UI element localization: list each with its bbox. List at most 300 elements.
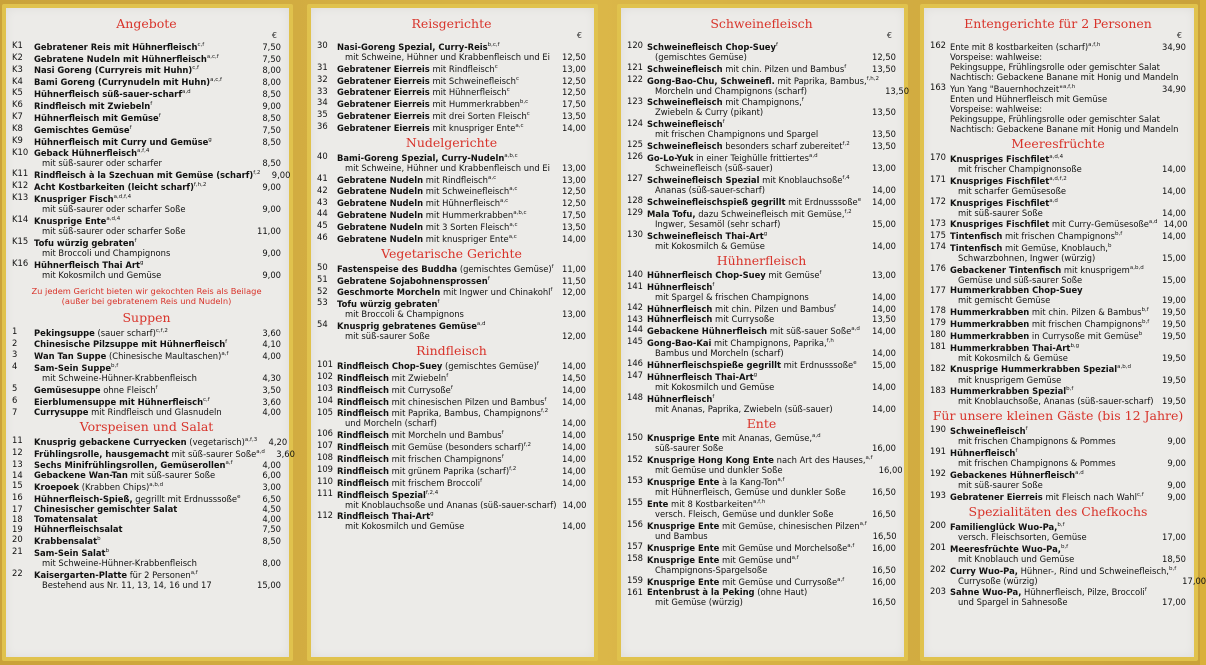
item-text <box>950 564 1176 586</box>
item-name: Hühnerfleisch <box>647 314 713 325</box>
item-name: Rindfleisch <box>337 442 389 453</box>
item-text <box>337 286 556 298</box>
item-number: 201 <box>930 541 946 552</box>
item-price: 12,00 <box>562 331 586 342</box>
allergen-note: b,f <box>1066 386 1074 393</box>
item-description: mit Morcheln und Bambus <box>388 430 502 441</box>
item-name: Rindfleisch mit Zwiebeln <box>34 101 151 112</box>
item-number: K3 <box>12 63 23 74</box>
item-text <box>337 109 556 121</box>
item-price: 16,50 <box>872 487 896 498</box>
item-description: Ente mit 8 kostbarkeiten (scharf) <box>950 41 1089 52</box>
item-price: 9,00 <box>262 269 281 280</box>
item-description: mit Currysoße <box>388 384 451 395</box>
item-price: 12,50 <box>562 198 586 209</box>
item-line <box>950 265 1144 275</box>
menu-item <box>12 40 281 52</box>
item-line <box>950 176 1067 186</box>
menu-item <box>317 395 586 407</box>
allergen-note: b,f <box>1141 319 1150 326</box>
item-name: Tomatensalat <box>34 514 98 525</box>
item-price: 17,50 <box>562 99 586 110</box>
item-line <box>647 175 850 185</box>
item-price: 14,00 <box>1162 207 1186 218</box>
menu-item <box>930 563 1206 586</box>
allergen-note: a,f <box>837 576 845 583</box>
item-price: 16,50 <box>872 564 896 575</box>
menu-item <box>930 62 1186 72</box>
item-name: Acht Kostbarkeiten (leicht scharf) <box>34 182 194 193</box>
item-number: 144 <box>627 324 643 335</box>
item-description: mit Gemüse und Currysoße <box>719 576 838 587</box>
item-line <box>34 42 204 52</box>
menu-item <box>930 586 1186 608</box>
item-number: 40 <box>317 150 328 161</box>
menu-item <box>12 524 281 534</box>
item-subline: mit scharfer Gemüsesoße <box>958 185 1067 196</box>
allergen-note: f,h <box>826 338 834 345</box>
item-name: Wan Tan Suppe <box>34 351 107 362</box>
item-text <box>647 229 866 251</box>
allergen-note: a,c <box>487 174 497 181</box>
item-description: mit süß-sauer Soße <box>767 326 852 337</box>
item-price: 14,00 <box>1162 231 1186 242</box>
item-name: Schweinefleisch Chop-Suey <box>647 41 776 52</box>
item-name: Knusprig gebratenes Gemüse <box>337 321 477 332</box>
allergen-note: f <box>819 270 822 277</box>
item-text <box>337 232 556 244</box>
item-number: 161 <box>627 586 643 597</box>
item-number: 158 <box>627 552 643 563</box>
item-text <box>34 192 251 214</box>
allergen-note: f,4 <box>842 175 850 182</box>
menu-item <box>12 76 281 88</box>
item-price: 14,00 <box>872 403 896 414</box>
item-text <box>34 395 251 407</box>
allergen-note: f,h,2 <box>193 182 207 189</box>
menu-item <box>930 114 1186 124</box>
item-subline: mit Gemüse (würzig) <box>655 596 743 607</box>
item-price: 14,00 <box>562 453 586 464</box>
item-text <box>647 269 866 281</box>
item-number: 34 <box>317 97 328 108</box>
menu-item <box>12 135 281 147</box>
item-price: 11,00 <box>562 263 586 274</box>
item-text <box>34 52 251 64</box>
item-name: Hummerkrabben <box>950 318 1030 329</box>
item-name: Go-Lo-Yuk <box>647 153 694 164</box>
item-subline: Ananas (süß-sauer-scharf) <box>655 184 765 195</box>
item-text <box>950 341 1156 363</box>
menu-item <box>627 519 896 541</box>
item-name: Hühnerfleisch-Spieß, <box>34 494 133 505</box>
item-description: mit Gemüse und <box>719 554 792 565</box>
menu-item <box>627 151 896 173</box>
item-price: 3,50 <box>262 384 281 395</box>
item-price: 13,50 <box>562 222 586 233</box>
item-subline: mit süß-saurer Soße <box>345 331 430 342</box>
menu-item <box>12 123 281 135</box>
allergen-note: f <box>487 275 490 282</box>
item-line <box>950 285 1083 295</box>
item-price: 13,00 <box>562 162 586 173</box>
item-description: mit Gemüse, chinesischen Pilzen <box>719 521 860 531</box>
item-name: Knusprige Hong Kong Ente <box>647 455 774 466</box>
item-description: mit Paprika, Bambus, Champignons <box>388 408 541 419</box>
item-price: 15,00 <box>1162 253 1186 264</box>
item-text <box>950 317 1156 329</box>
item-description: (gemischtes Gemüse) <box>457 263 552 274</box>
menu-item <box>12 383 281 395</box>
item-number: K6 <box>12 99 23 110</box>
item-line <box>647 231 767 241</box>
item-number: 177 <box>930 285 946 296</box>
item-description: nach Art des Hauses, <box>773 455 866 466</box>
item-name: Hühnerfleisch Thai-Art <box>647 371 754 382</box>
item-line <box>950 198 1058 208</box>
menu-item <box>317 488 586 510</box>
item-line <box>337 361 539 371</box>
item-line <box>647 314 774 324</box>
item-subline: mit Schweine, Hühner und Krabbenfleisch und Ei <box>345 162 550 173</box>
item-subline: Gemüse und süß-saurer Soße <box>958 275 1083 286</box>
item-name: Eierblumensuppe mit Hühnerfleisch <box>34 396 204 407</box>
item-price: 14,00 <box>872 381 896 392</box>
item-subline: mit frischer Champignonsoße <box>958 163 1082 174</box>
menu-item <box>317 319 586 341</box>
allergen-note: a,c,f <box>210 77 222 84</box>
allergen-note: g <box>753 371 758 378</box>
item-number: 1 <box>12 325 18 336</box>
menu-item <box>627 575 896 587</box>
item-name: Hühnerfleisch <box>647 304 713 315</box>
item-line <box>34 351 228 361</box>
item-line <box>647 433 821 443</box>
item-price: 12,50 <box>872 51 896 62</box>
item-description: mit Champignons, <box>722 97 802 108</box>
item-subline: mit Gemüse und dunkler Soße <box>655 465 783 476</box>
item-name: Gebratene Nudeln <box>337 198 424 209</box>
menu-item <box>12 214 281 236</box>
item-name: Gebratener Eierreis <box>337 122 430 133</box>
allergen-note: f <box>225 339 228 346</box>
menu-item <box>12 434 288 447</box>
item-name: Rindfleisch Thai-Art <box>337 511 431 522</box>
item-price: 14,00 <box>562 361 586 372</box>
allergen-note: a,d,f,4 <box>113 194 132 201</box>
item-line <box>950 522 1065 532</box>
item-price: 14,00 <box>872 240 896 251</box>
section-title: Suppen <box>122 309 171 325</box>
item-text <box>34 258 251 280</box>
item-number: 155 <box>627 497 643 508</box>
item-text <box>34 135 251 147</box>
item-price: 14,00 <box>872 184 896 195</box>
item-line <box>34 328 168 338</box>
item-price: 15,00 <box>1162 275 1186 286</box>
item-name: Gong-Bao-Chu, Schweinefl. <box>647 75 775 86</box>
item-text <box>34 383 251 395</box>
item-price: 14,00 <box>872 326 896 337</box>
item-text <box>950 241 1156 263</box>
item-line <box>950 587 1147 597</box>
item-name: Knusprige Ente <box>647 477 720 488</box>
item-price: 14,00 <box>562 521 586 532</box>
item-name: Nasi-Goreng Spezial, Curry-Reis <box>337 41 488 52</box>
allergen-note: a,f <box>225 460 233 467</box>
item-name: Gebratener Eierreis <box>337 87 430 98</box>
menu-item <box>317 464 586 476</box>
menu-item <box>317 197 586 209</box>
allergen-note: f <box>544 396 547 403</box>
menu-item <box>627 314 896 324</box>
item-subline: versch. Fleischsorten, Gemüse <box>958 531 1087 542</box>
allergen-note: f <box>134 237 137 244</box>
item-number: 140 <box>627 268 643 279</box>
menu-item <box>317 428 586 440</box>
item-subline: mit süß-saurer Soße <box>958 207 1043 218</box>
menu-item <box>930 94 1186 104</box>
menu-item <box>12 236 281 258</box>
item-number: 171 <box>930 173 946 184</box>
item-price: 9,00 <box>1167 436 1186 447</box>
item-number: 18 <box>12 514 23 525</box>
item-text <box>950 305 1156 317</box>
item-number: 112 <box>317 509 333 520</box>
item-text <box>34 514 251 524</box>
item-text <box>34 459 251 471</box>
item-text <box>337 428 556 440</box>
allergen-note: b,f <box>1115 231 1123 238</box>
item-subline: Ingwer, Sesamöl (sehr scharf) <box>655 218 781 229</box>
item-price: 19,50 <box>1162 318 1186 329</box>
item-description: mit chin. Pilzen und Bambus <box>722 63 845 74</box>
item-price: 14,00 <box>1163 219 1188 230</box>
item-text <box>647 575 866 587</box>
item-number: 193 <box>930 490 946 501</box>
item-line <box>337 42 500 52</box>
item-name: Ente <box>647 499 669 510</box>
item-text <box>950 490 1156 502</box>
item-name: Nasi Goreng (Curryreis mit Huhn) <box>34 65 193 76</box>
item-subline: und Morcheln (scharf) <box>345 418 437 429</box>
menu-item <box>317 121 586 133</box>
item-price: 14,00 <box>562 384 586 395</box>
item-subline: mit süß-saurer oder scharfer Soße <box>42 225 186 236</box>
item-price: 14,00 <box>562 477 586 488</box>
item-number: 3 <box>12 349 18 360</box>
menu-item <box>627 432 896 454</box>
allergen-note: a,f <box>847 543 855 550</box>
item-number: 142 <box>627 302 643 313</box>
item-description: mit knusprigem <box>1061 265 1130 276</box>
item-line <box>950 72 1178 82</box>
item-line <box>950 154 1063 164</box>
section-title: Entengerichte für 2 Personen <box>964 16 1152 31</box>
item-subline: mit frischen Champignons und Spargel <box>655 129 819 140</box>
item-line <box>950 426 1028 436</box>
item-line <box>337 454 504 464</box>
menu-item <box>317 86 586 98</box>
item-description: mit Rindfleisch <box>429 63 495 74</box>
item-line <box>647 97 804 107</box>
item-text <box>337 185 556 197</box>
item-line <box>337 430 504 440</box>
allergen-note: b,c,f <box>487 42 500 48</box>
allergen-note: a,f <box>190 570 198 577</box>
allergen-note: a,b,d <box>1117 364 1131 371</box>
item-line <box>647 76 879 86</box>
item-subline: versch. Fleisch, Gemüse und dunkler Soße <box>655 509 834 520</box>
item-name: Rindfleisch <box>337 465 389 476</box>
item-number: 145 <box>627 336 643 347</box>
item-name: Hummerkrabben Spezial <box>950 386 1067 397</box>
item-text <box>34 524 251 534</box>
item-subline: mit süß-saurer oder scharfer <box>42 158 162 169</box>
item-description: mit Zwiebeln <box>388 372 447 383</box>
menu-item <box>930 40 1186 52</box>
item-description: mit knuspriger Ente <box>423 233 509 244</box>
item-name: Schweinefleisch <box>647 97 723 108</box>
allergen-note: f <box>1015 448 1018 455</box>
item-number: 157 <box>627 541 643 552</box>
item-line <box>337 76 519 86</box>
item-number: 102 <box>317 371 333 382</box>
allergen-note: c,f <box>1136 492 1144 499</box>
item-name: Gong-Bao-Kai <box>647 337 712 348</box>
item-text <box>950 94 1156 104</box>
item-name: Geschmorte Morcheln <box>337 287 441 298</box>
currency-label: € <box>576 31 582 40</box>
item-line <box>337 511 434 521</box>
allergen-note: a,b,d <box>149 482 164 489</box>
item-subline: und Spargel in Sahnesoße <box>958 597 1068 608</box>
allergen-note: a,d <box>256 448 265 455</box>
item-description: dazu Schweinefleisch mit Gemüse, <box>695 208 845 219</box>
item-description: mit Gemüse <box>765 270 820 281</box>
item-line <box>337 222 518 232</box>
allergen-note: g <box>208 136 212 143</box>
item-text <box>950 424 1156 446</box>
item-description: mit Champignons, Paprika, <box>711 337 827 348</box>
item-text <box>647 553 866 575</box>
menu-item <box>12 446 295 459</box>
item-name: Gebratene Nudeln <box>337 186 424 197</box>
item-description: (ohne Haut) <box>754 586 808 597</box>
item-text <box>647 587 866 607</box>
item-name: Rindfleisch Spezial <box>337 489 426 500</box>
item-subline: mit Spargel & frischen Champignons <box>655 292 809 303</box>
item-price: 4,00 <box>262 351 281 362</box>
item-line <box>34 494 240 504</box>
item-subline: Currysoße (würzig) <box>958 575 1038 586</box>
item-name: Tofu würzig gebraten <box>337 299 438 310</box>
item-number: 175 <box>930 229 946 240</box>
item-text <box>34 349 251 361</box>
item-description: Nachtisch: Gebackene Banane mit Honig und Mandeln <box>950 123 1179 134</box>
menu-item <box>317 208 586 220</box>
section-title: Hühnerfleisch <box>716 252 807 268</box>
item-line <box>34 536 101 546</box>
menu-item <box>930 218 1186 230</box>
item-text <box>34 236 251 258</box>
item-description: mit Rindfleisch <box>423 174 488 185</box>
item-line <box>337 111 530 121</box>
item-price: 14,00 <box>872 292 896 303</box>
item-price: 19,50 <box>1162 330 1186 341</box>
item-name: Gebratener Reis mit Hühnerfleisch <box>34 41 198 52</box>
section-title: Meeresfrüchte <box>1011 136 1105 152</box>
item-subline: mit süß-saurer Soße <box>958 480 1043 491</box>
allergen-note: a,f <box>221 351 229 358</box>
item-number: 192 <box>930 468 946 479</box>
item-price: 13,00 <box>872 270 896 281</box>
item-name: Chinesischer gemischter Salat <box>34 504 178 515</box>
item-number: 127 <box>627 173 643 184</box>
menu-item <box>12 407 281 417</box>
item-number: 6 <box>12 395 18 405</box>
item-line <box>647 360 857 370</box>
item-line <box>950 114 1160 124</box>
item-line <box>34 194 131 204</box>
item-price: 7,50 <box>262 41 281 52</box>
item-text <box>337 452 556 464</box>
item-number: 156 <box>627 519 643 530</box>
allergen-note: b,f <box>1168 565 1177 572</box>
item-line <box>337 210 527 220</box>
item-name: Rindfleisch <box>337 453 389 464</box>
menu-item <box>627 553 896 575</box>
menu-item <box>627 62 896 74</box>
allergen-note: a,d <box>476 321 486 328</box>
item-line <box>950 52 1042 62</box>
allergen-note: f <box>775 42 778 48</box>
item-line <box>950 343 1079 353</box>
item-number: 21 <box>12 546 23 557</box>
item-text <box>34 99 251 111</box>
item-price: 14,00 <box>562 122 586 133</box>
section-title: Schweinefleisch <box>710 16 813 31</box>
item-price: 9,00 <box>262 247 281 258</box>
item-subline: süß-saurer Soße <box>655 443 724 454</box>
item-name: Knusprig gebackene Curryecken <box>34 436 187 447</box>
item-number: 141 <box>627 280 643 291</box>
menu-item <box>12 192 281 214</box>
allergen-note: a,c,f <box>206 53 219 60</box>
item-number: 108 <box>317 452 333 463</box>
item-line <box>647 304 836 314</box>
item-price: 14,00 <box>562 430 586 441</box>
menu-item <box>12 470 281 480</box>
item-description: mit Fleisch nach Wahl <box>1042 491 1137 502</box>
allergen-note: f,2 <box>509 466 517 473</box>
item-number: 170 <box>930 152 946 163</box>
item-subline: mit Schweine, Hühner und Krabbenfleisch und Ei <box>345 51 550 62</box>
item-price: 8,00 <box>262 557 281 568</box>
menu-item <box>12 168 291 181</box>
currency-label: € <box>271 31 277 40</box>
item-text <box>34 64 251 76</box>
item-number: 182 <box>930 362 946 373</box>
item-text <box>34 180 251 192</box>
item-description: Enten und Hühnerfleisch mit Gemüse <box>950 93 1108 104</box>
item-price: 17,50 <box>562 210 586 221</box>
item-number: 17 <box>12 504 23 515</box>
item-line <box>647 372 757 382</box>
item-description: mit Hühnerfleisch <box>423 198 501 209</box>
menu-item <box>930 174 1186 196</box>
item-line <box>34 470 215 480</box>
